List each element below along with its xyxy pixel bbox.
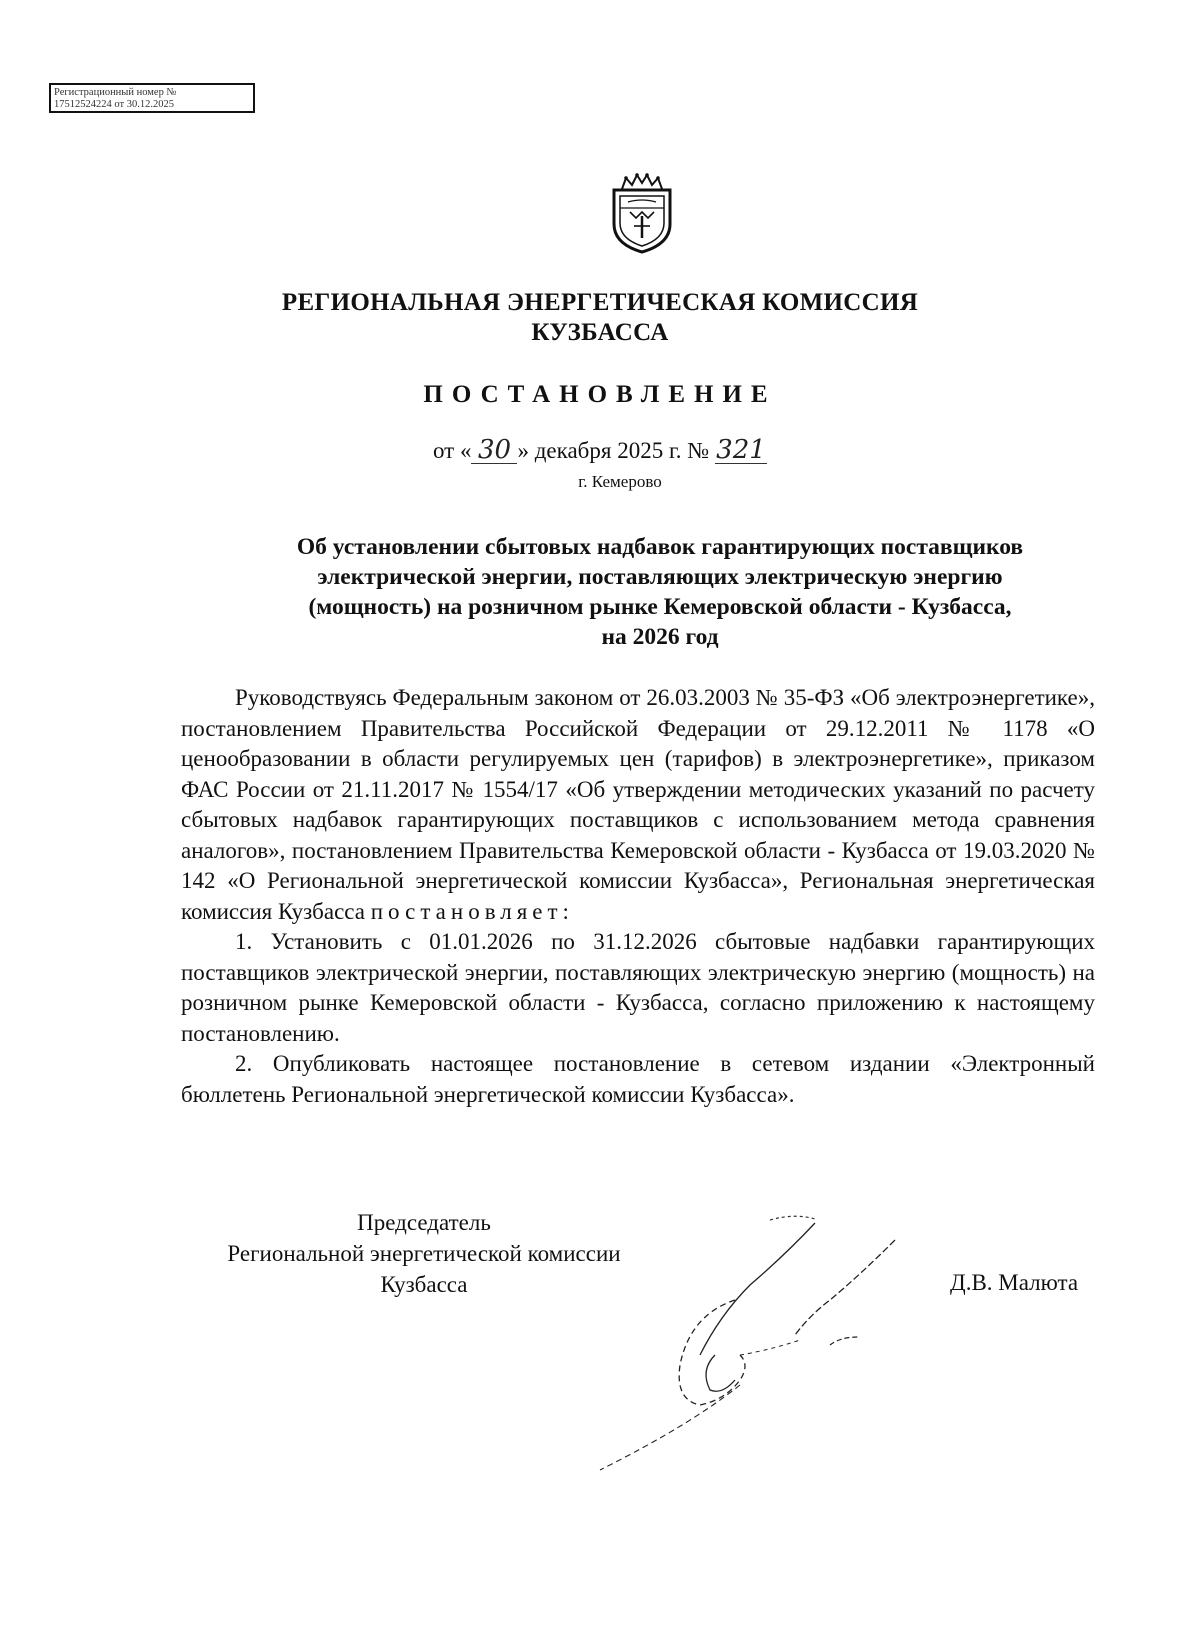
handwritten-day: 30	[471, 437, 517, 464]
item-1: 1. Установить с 01.01.2026 по 31.12.2026 сбытовые надбавки гарантирующих поставщиков электрической энергии, поставляющих электрическую энергию (мощность) на розничном рынке Кемеровской области - Кузбасса, согласно приложению к настоящему постановлению.	[181, 929, 1095, 1046]
title-line: электрической энергии, поставляющих электрическую энергию	[317, 564, 1003, 590]
registration-stamp	[49, 83, 255, 113]
title-line: Об установлении сбытовых надбавок гарантирующих поставщиков	[296, 534, 1024, 560]
coat-of-arms-icon	[606, 172, 678, 256]
date-line	[0, 437, 1200, 464]
date-prefix: от «	[432, 438, 472, 463]
preamble-paragraph	[181, 683, 1095, 927]
handwritten-number: 321	[716, 435, 766, 465]
title-line: (мощность) на розничном рынке Кемеровской области - Кузбасса,	[308, 594, 1012, 620]
document-body	[181, 683, 1095, 1110]
city: г. Кемерово	[578, 472, 662, 491]
signatory-name: Д.В. Малюта	[950, 1270, 1079, 1295]
preamble-text: Руководствуясь Федеральным законом от 26.03.2003 № 35-ФЗ «Об электроэнергетике», постановлением Правительства Российской Федерации от 29.12.2011 № 1178 «О ценообразовании в области регулируемых цен (тарифов) в электроэнергетике», приказом ФАС России от 21.11.2017 № 1554/17 «Об утверждении методических указаний по расчету сбытовых надбавок гарантирующих поставщиков с использованием метода сравнения аналогов», постановлением Правительства Кемеровской области - Кузбасса от 19.03.2020 № 142 «О Региональной энергетической комиссии Кузбасса», Региональная энергетическая комиссия Кузбасса	[181, 685, 1095, 924]
item-2: 2. Опубликовать настоящее постановление в сетевом издании «Электронный бюллетень Региональной энергетической комиссии Кузбасса».	[181, 1051, 1095, 1107]
document-type: ПОСТАНОВЛЕНИЕ	[423, 381, 777, 408]
title-line: на 2026 год	[601, 624, 719, 650]
signatory-position-line: Региональной энергетической комиссии	[227, 1241, 621, 1266]
date-middle: » декабря 2025 г. №	[517, 438, 710, 463]
org-name-line1: РЕГИОНАЛЬНАЯ ЭНЕРГЕТИЧЕСКАЯ КОМИССИЯ	[281, 289, 919, 316]
resolves-word: постановляет:	[370, 898, 574, 924]
signatory-position-line: Кузбасса	[380, 1272, 468, 1297]
handwritten-signature	[540, 1205, 940, 1475]
registration-number: 17512524224 от 30.12.2025	[54, 99, 174, 110]
registration-label: Регистрационный номер №	[54, 87, 177, 98]
document-title	[240, 532, 1080, 652]
org-name-line2: КУЗБАССА	[531, 319, 669, 346]
signatory-position-line: Председатель	[357, 1210, 491, 1235]
